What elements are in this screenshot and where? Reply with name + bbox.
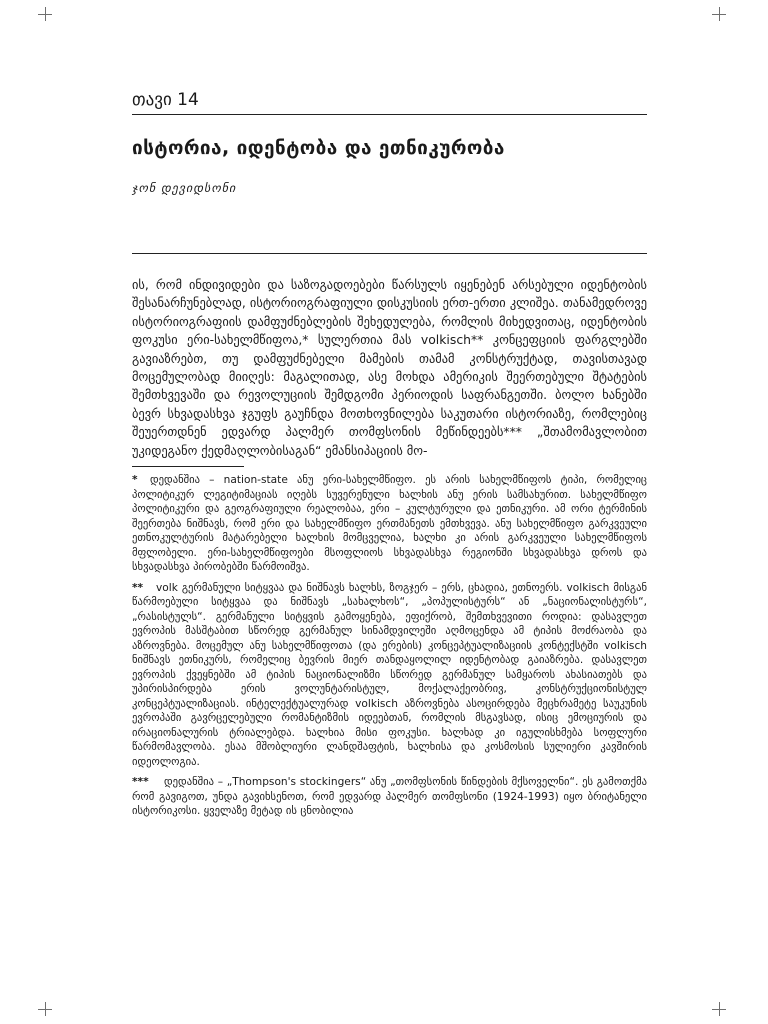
footnote	[132, 775, 647, 819]
book-page	[132, 86, 647, 819]
crop-mark	[719, 7, 720, 21]
crop-mark	[45, 7, 46, 21]
footnote-separator	[132, 466, 244, 467]
body-paragraph: ის, რომ ინდივიდები და საზოგადოებები წარსულს იყენებენ არსებული იდენტობის შესანარჩუნებლად, ისტორიოგრაფიული დისკუსიის ერთ-ერთი კლიშეა. თანამედროვე ისტორიოგრაფიის დამფუძნებლების შეხედულება, რომლის მიხედვითაც, იდენტობის ფოკუსი ერი-სახელმწიფოა,* სულერთია მას volkisch** კონცეფციის ფარგლებში გავიაზრებთ, თუ დამფუძნებელი მამების თამამ კონსტრუქტად, თავისთავად მოცემულობად მიიღეს: მაგალითად, ასე მოხდა ამერიკის შეერთებული შტატების შემთხვევაში და რევოლუციის შემდგომი პერიოდის საფრანგეთში. ბოლო ხანებში ბევრ სხვადასხვა ჯგუფს გაუჩნდა მოთხოვნილება საკუთარი ისტორიაზე, რომლებიც შეუერთდნენ ედვარდ პალმერ თომფსონის მეწინდეებს*** „შთამომავლობით უკიდეგანო ქედმაღლობისაგან“ ემანსიპაციის მო-	[132, 277, 647, 458]
footnote-mark: ***	[132, 776, 149, 789]
crop-mark	[45, 1002, 46, 1016]
footnote-mark: **	[132, 581, 144, 594]
section-rule	[132, 253, 647, 254]
footnote-text: დედანშია – „Thompson's stockingers“ ანუ „თომფსონის წინდების მქსოველნი“. ეს გამოთქმა რომ გავიგოთ, უნდა გავიხსენოთ, რომ ედვარდ პალმერ თომფსონი (1924-1993) იყო ბრიტანელი ისტორიკოსი. ყველაზე მეტად ის ცნობილია	[132, 776, 647, 818]
crop-mark	[719, 1002, 720, 1016]
chapter-title: ისტორია, იდენტობა და ეთნიკურობა	[132, 137, 505, 159]
header-rule	[132, 114, 647, 115]
footnote	[132, 581, 647, 770]
chapter-label: თავი 14	[132, 90, 199, 110]
footnote	[132, 473, 647, 575]
footnote-text: დედანშია – nation-state ანუ ერი-სახელმწიფო. ეს არის სახელმწიფოს ტიპი, რომელიც პოლიტიკურ ლეგიტიმაციას იღებს სუვერენული ხალხის ანუ ერის სამსახურით. სახელმწიფო პოლიტიკური და გეოგრაფიული რეალობაა, ერი – კულტურული და ეთნიკური. ამ ორი ტერმინის შეერთება ნიშნავს, რომ ერი და სახელმწიფო ერთმანეთს ემთხვევა. ანუ სახელმწიფო გარკვეული ეთნოკულტურის მატარებელი ხალხის მომცველია, ხალხი კი არის გარკვეული სახელმწიფოს მფლობელი. ერი-სახელმწიფოები მსოფლიოს სხვადასხვა რეგიონში სხვადასხვა დროს და სხვადასხვა პირობებში წარმოიშვა.	[132, 474, 647, 574]
footnote-mark: *	[132, 474, 138, 487]
author-name: ჯონ დევიდსონი	[132, 181, 237, 195]
footnote-text: volk გერმანული სიტყვაა და ნიშნავს ხალხს, ზოგჯერ – ერს, ცხადია, ეთნოერს. volkisch მისგან წარმოებული სიტყვაა და ნიშნავს „სახალხოს“, „პოპულისტურს“ ან „ნაციონალისტურს“, „რასისტულს“. გერმანული სიტყვის გამოყენება, ეფიქრობ, შემთხვევითი როდია: დასავლეთ ევროპის მასშტაბით სწორედ გერმანულ სინამდვილეში აღმოცენდა ამ ტიპის მოძრაობა და აზროვნება. მოცემულ ანუ სახელმწიფოთა (და ერების) კონცეპტუალიზაციის კონტექსტში volkisch ნიშნავს ეთნიკურს, რომელიც ბევრის მიერ თანდაყოლილ იდენტობად გაიაზრება. დასავლეთ ევროპის ქვეყნებში ამ ტიპის ნაციონალიზმი სწორედ გერმანულ სამყაროს ახასიათებს და უპირისპირდება ერის ვოლუნტარისტულ, მოქალაქეობრივ, კონსტრუქციონისტულ კონცეპტუალიზაციას. ინტელექტუალურად volkisch აზროვნება ასოცირდება მეცხრამეტე საუკუნის ევროპაში გავრცელებული რომანტიზმის იდეებთან, რომლის მსგავსად, ისიც ემოციურის და ირაციონალურის ტრიალებდა. ხალხია მისი ფოკუსი. ხალხად კი იგულისხმება სოფლური წარმომავლობა. ესაა მშობლიური ლანდშაფტის, ხალხისა და კოსმოსის სულიერი კავშირის იდეოლოგია.	[132, 581, 647, 768]
